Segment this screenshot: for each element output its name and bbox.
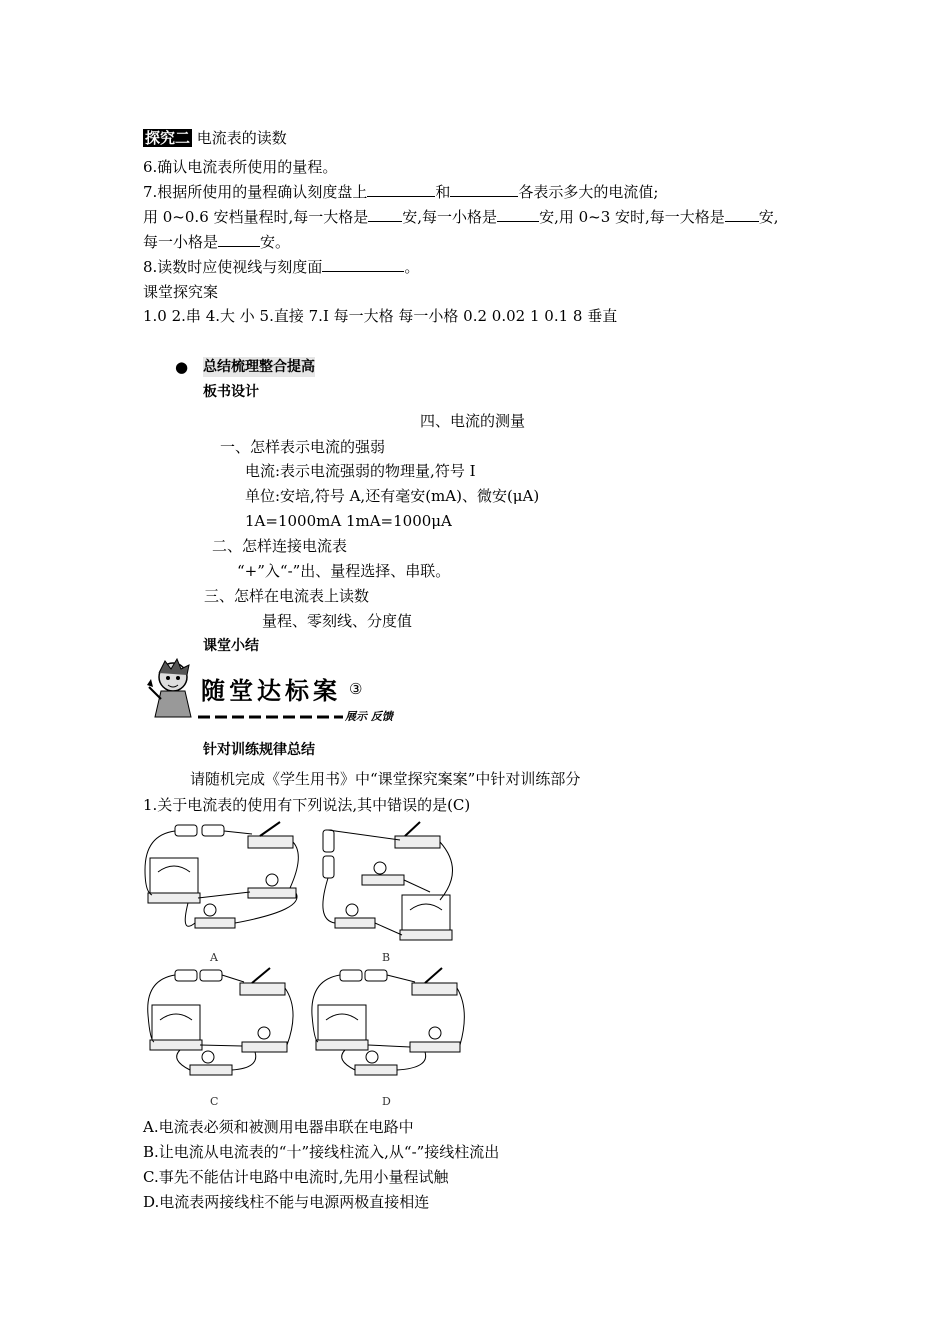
q8-part-a: 8.读数时应使视线与刻度面: [143, 258, 323, 276]
blank-1: [367, 182, 435, 197]
blank-5: [725, 207, 759, 222]
option-a: A.电流表必须和被测用电器串联在电路中: [143, 1118, 414, 1136]
small-summary: 课堂小结: [203, 638, 259, 654]
board-l3: 三、怎样在电流表上读数: [204, 587, 370, 605]
banner-title: 随堂达标案: [201, 677, 341, 705]
label-d: D: [382, 1095, 391, 1108]
q8-line: [143, 257, 419, 277]
q7d-part-4: 安,: [758, 208, 779, 226]
circuit-a: [145, 822, 298, 928]
board-l3a: 量程、零刻线、分度值: [262, 612, 413, 630]
blank-4: [497, 207, 539, 222]
q7d-part-3: 安,用 0~3 安时,每一大格是: [539, 208, 725, 226]
circuit-d: [312, 968, 464, 1075]
label-a: A: [210, 951, 218, 964]
section2-title: 电流表的读数: [192, 129, 287, 147]
blank-7: [322, 257, 404, 272]
q7d-part-2: 安,每一小格是: [402, 208, 498, 226]
q8-part-b: 。: [404, 258, 420, 276]
blank-3: [368, 207, 402, 222]
option-b: B.让电流从电流表的“十”接线柱流入,从“-”接线柱流出: [143, 1143, 500, 1161]
practice-intro: 请随机完成《学生用书》中“课堂探究案案”中针对训练部分: [190, 770, 581, 788]
case-title: 课堂探究案: [143, 283, 219, 301]
practice-heading: 针对训练规律总结: [203, 742, 315, 758]
board-l1b: 单位:安培,符号 A,还有毫安(mA)、微安(μA): [245, 487, 540, 505]
blank-2: [450, 182, 518, 197]
label-b: B: [382, 951, 391, 964]
board-l1: 一、怎样表示电流的强弱: [220, 438, 386, 456]
board-l2a: “+”入“-”出、量程选择、串联。: [237, 562, 451, 580]
blank-6: [218, 232, 260, 247]
q7-part-a: 7.根据所使用的量程确认刻度盘上: [143, 183, 368, 201]
q6-text: 6.确认电流表所使用的量程。: [143, 158, 338, 176]
section2-heading: [143, 128, 287, 148]
circuit-c: [148, 968, 293, 1075]
q7d-part-1: 用 0~0.6 安档量程时,每一大格是: [143, 208, 369, 226]
label-c: C: [210, 1095, 219, 1108]
board-l1a: 电流:表示电流强弱的物理量,符号 I: [245, 462, 476, 480]
bullet-icon: ●: [175, 358, 189, 376]
option-c: C.事先不能估计电路中电流时,先用小量程试触: [143, 1168, 449, 1186]
circuit-figure: [140, 820, 470, 1110]
q7-part-c: 各表示多大的电流值;: [518, 183, 659, 201]
section2-tag: 探究二: [145, 129, 191, 147]
board-design: 板书设计: [203, 384, 259, 400]
option-d: D.电流表两接线柱不能与电源两极直接相连: [143, 1193, 430, 1211]
circuit-diagrams: [140, 820, 470, 1110]
banner-number: ③: [349, 680, 363, 698]
q7-line: [143, 182, 658, 202]
q7e-line: [143, 232, 290, 252]
board-l1c: 1A=1000mA 1mA=1000μA: [245, 512, 452, 530]
q7-part-b: 和: [435, 183, 451, 201]
summary-heading: 总结梳理整合提高: [203, 359, 315, 375]
q7e-part-2: 安。: [260, 233, 291, 251]
board-title: 四、电流的测量: [420, 412, 526, 430]
board-l2: 二、怎样连接电流表: [212, 537, 348, 555]
banner: [143, 655, 403, 725]
question-1: 1.关于电流表的使用有下列说法,其中错误的是(C): [143, 796, 471, 814]
answers-line: 1.0 2.串 4.大 小 5.直接 7.I 每一大格 每一小格 0.2 0.02 1 0.1 8 垂直: [143, 307, 618, 325]
circuit-b: [323, 822, 453, 940]
banner-sub: 展示 反馈: [345, 710, 393, 723]
q7e-part-1: 每一小格是: [143, 233, 219, 251]
q7d-line: [143, 207, 779, 227]
